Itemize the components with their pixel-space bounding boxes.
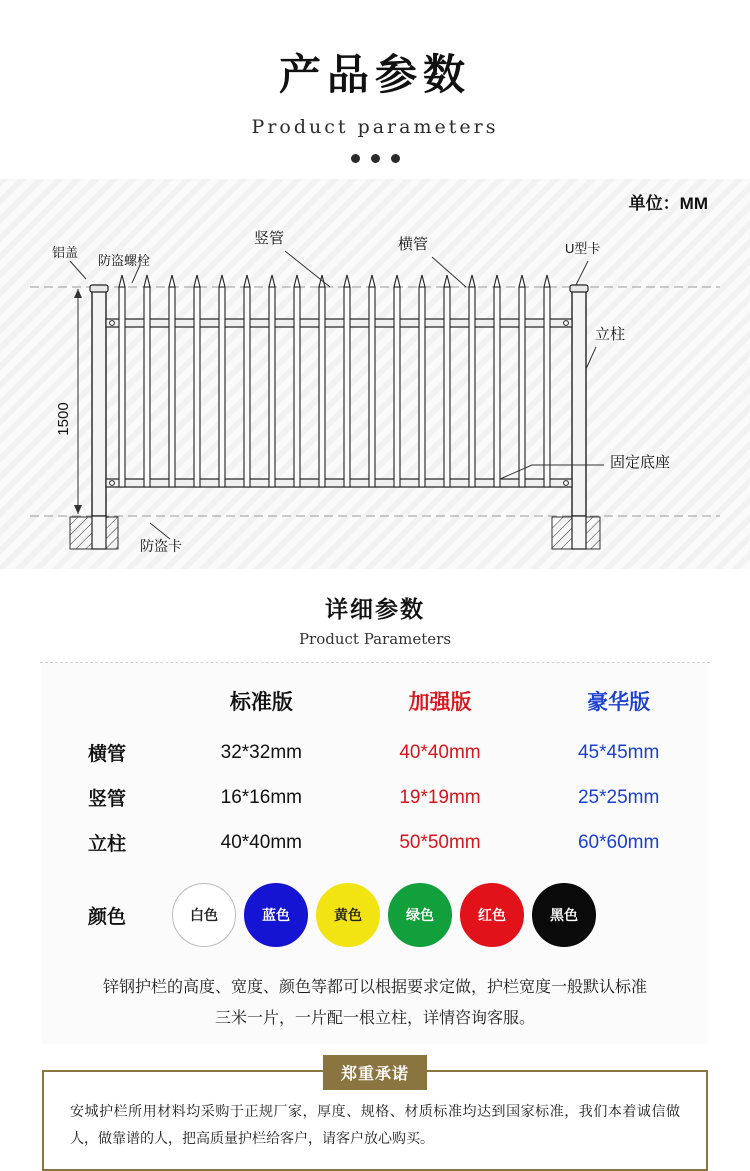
- spec-table: [42, 677, 708, 865]
- callout-horizontal-tube: 横管: [398, 236, 429, 254]
- color-swatch-blue[interactable]: [244, 883, 308, 947]
- color-swatches: [172, 883, 596, 947]
- promise-badge: 郑重承诺: [323, 1055, 427, 1090]
- swatch-label: 绿色: [406, 907, 434, 924]
- spec-table-area: [42, 663, 708, 1044]
- color-swatch-red[interactable]: [460, 883, 524, 947]
- swatch-label: 白色: [190, 907, 218, 924]
- page-title: 产品参数: [278, 51, 471, 98]
- row-label-horizontal-tube: 横管: [87, 744, 126, 766]
- customization-note: [102, 973, 648, 1034]
- params-heading: [0, 569, 750, 648]
- color-swatch-black[interactable]: [532, 883, 596, 947]
- swatch-label: 黄色: [334, 907, 362, 924]
- col-header-standard: 标准版: [229, 691, 293, 715]
- params-heading-en: Product Parameters: [298, 630, 452, 649]
- cell-vertical-reinforced: 19*19mm: [399, 786, 481, 808]
- callout-u-clip: U型卡: [565, 241, 601, 257]
- swatch-label: 黑色: [550, 907, 578, 924]
- color-label: 颜色: [87, 906, 126, 928]
- callout-anti-theft-bolt: 防盗螺栓: [98, 253, 151, 269]
- dot-icon: [391, 154, 400, 163]
- color-swatch-yellow[interactable]: [316, 883, 380, 947]
- table-row: [42, 730, 708, 775]
- params-heading-cn: 详细参数: [325, 596, 425, 623]
- fence-diagram-panel: [0, 179, 750, 569]
- swatch-label: 蓝色: [262, 907, 290, 924]
- cell-horizontal-standard: 32*32mm: [220, 741, 302, 763]
- cell-post-reinforced: 50*50mm: [399, 831, 481, 853]
- callout-cap: 铝盖: [52, 245, 79, 261]
- fence-technical-drawing: [0, 179, 750, 569]
- cell-vertical-standard: 16*16mm: [220, 786, 302, 808]
- row-label-vertical-tube: 竖管: [87, 789, 126, 811]
- col-header-blank: [42, 677, 172, 730]
- row-label-post: 立柱: [87, 834, 126, 856]
- cell-post-deluxe: 60*60mm: [577, 831, 660, 853]
- callout-anti-theft-clip: 防盗卡: [140, 538, 182, 555]
- color-options-row: [42, 883, 708, 947]
- color-swatch-green[interactable]: [388, 883, 452, 947]
- promise-box: [42, 1065, 708, 1171]
- callout-post: 立柱: [595, 326, 626, 344]
- col-header-reinforced: 加强版: [408, 691, 472, 715]
- col-header-deluxe: 豪华版: [587, 691, 651, 715]
- color-swatch-white[interactable]: [172, 883, 236, 947]
- cell-horizontal-reinforced: 40*40mm: [399, 741, 481, 763]
- promise-text: 安城护栏所用材料均采购于正规厂家，厚度、规格、材质标准均达到国家标准，我们本着诚信做人，做靠谱的人，把高质量护栏给客户，请客户放心购买。: [70, 1102, 680, 1146]
- note-line-1: 锌钢护栏的高度、宽度、颜色等都可以根据要求定做，护栏宽度一般默认标准: [102, 979, 647, 997]
- callout-fixed-base: 固定底座: [610, 454, 671, 472]
- note-line-2: 三米一片，一片配一根立柱，详情咨询客服。: [214, 1009, 535, 1027]
- unit-label: 单位：MM: [628, 194, 708, 214]
- swatch-label: 红色: [478, 907, 506, 924]
- table-header-row: [42, 677, 708, 730]
- page-subtitle: Product parameters: [251, 116, 499, 139]
- cell-vertical-deluxe: 25*25mm: [577, 786, 660, 808]
- decorative-dots: [0, 154, 750, 163]
- table-row: [42, 775, 708, 820]
- table-row: [42, 820, 708, 865]
- page-header: [0, 0, 750, 163]
- dot-icon: [371, 154, 380, 163]
- dot-icon: [351, 154, 360, 163]
- cell-horizontal-deluxe: 45*45mm: [577, 741, 660, 763]
- cell-post-standard: 40*40mm: [220, 831, 302, 853]
- height-dimension-label: 1500: [55, 402, 72, 436]
- callout-vertical-tube: 竖管: [254, 230, 285, 248]
